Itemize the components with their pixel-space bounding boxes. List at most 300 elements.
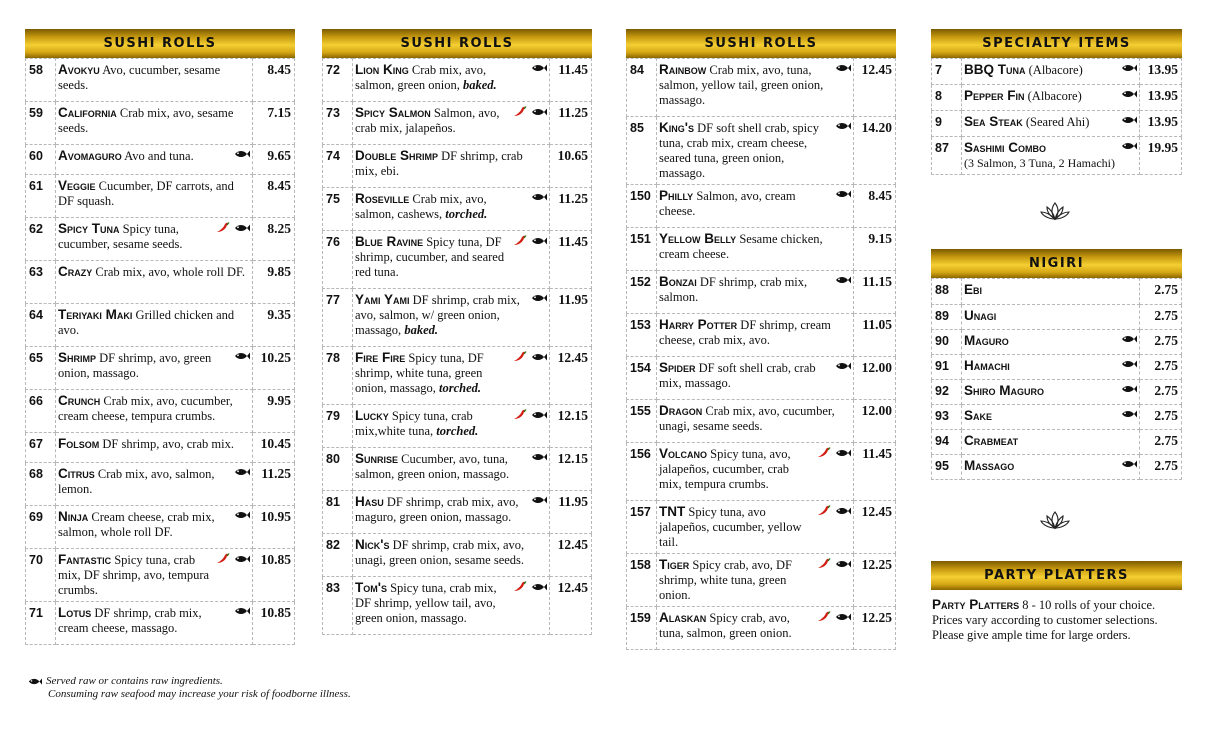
item-number: 90	[932, 330, 962, 355]
item-number: 153	[627, 314, 657, 357]
item-detail: (Albacore)	[1025, 63, 1083, 77]
item-number: 155	[627, 400, 657, 443]
item-icons	[234, 510, 250, 520]
item-description-cell	[962, 137, 1140, 175]
item-detail: (Seared Ahi)	[1022, 115, 1090, 129]
item-detail: Crab mix, avo, salmon, cashews,	[355, 192, 487, 221]
item-price: 2.75	[1140, 330, 1182, 355]
item-name: Dragon	[659, 403, 703, 418]
menu-item-row	[26, 347, 295, 390]
item-detail: Salmon, avo, cream cheese.	[659, 189, 796, 218]
item-description-cell	[657, 400, 854, 443]
lotus-icon	[1038, 508, 1072, 532]
item-description-cell	[657, 554, 854, 607]
item-number: 62	[26, 218, 56, 261]
item-description-cell	[657, 607, 854, 650]
fish-icon	[1121, 334, 1137, 344]
item-name: Spicy Salmon	[355, 105, 431, 120]
item-detail: Avo and tuna.	[121, 149, 194, 163]
item-icons	[531, 495, 547, 505]
menu-item-row	[932, 330, 1182, 355]
menu-item-row	[932, 305, 1182, 330]
item-detail: DF shrimp, crab mix, avo, unagi, green onion, sesame seeds.	[355, 538, 525, 567]
specialty-items-section	[931, 29, 1182, 175]
item-number: 89	[932, 305, 962, 330]
menu-item-row	[323, 347, 592, 405]
chili-pepper-icon	[817, 505, 831, 516]
item-icons	[817, 447, 851, 458]
sushi-rolls-column-3	[626, 29, 896, 650]
fish-icon	[835, 189, 851, 199]
menu-item-row	[932, 405, 1182, 430]
item-icons	[835, 189, 851, 199]
chili-pepper-icon	[513, 581, 527, 592]
item-name: Yami Yami	[355, 292, 410, 307]
item-icons	[835, 121, 851, 131]
party-platters-header	[931, 561, 1182, 590]
party-platters-title: Party Platters	[932, 597, 1020, 612]
item-icons	[835, 275, 851, 285]
item-icons	[216, 222, 250, 233]
item-description-cell	[56, 218, 253, 261]
item-name: Shrimp	[58, 350, 97, 365]
fish-icon	[234, 467, 250, 477]
section-header: PARTY PLATTERS	[931, 561, 1182, 590]
chili-pepper-icon	[817, 611, 831, 622]
item-price: 11.25	[550, 188, 592, 231]
item-name: Ninja	[58, 509, 89, 524]
item-number: 59	[26, 102, 56, 145]
menu-item-row	[932, 85, 1182, 111]
item-description-cell	[56, 59, 253, 102]
menu-item-row	[627, 228, 896, 271]
menu-item-row	[26, 175, 295, 218]
item-name: Fire Fire	[355, 350, 406, 365]
item-description-cell	[657, 443, 854, 501]
item-description-cell	[353, 188, 550, 231]
fish-icon	[1121, 115, 1137, 125]
item-name: Lion King	[355, 62, 409, 77]
item-description-cell	[962, 455, 1140, 480]
menu-item-row	[26, 102, 295, 145]
item-description-cell	[56, 549, 253, 602]
item-name: Massago	[964, 458, 1015, 473]
item-detail: Spicy tuna, DF shrimp, cucumber, and seared red tuna.	[355, 235, 505, 279]
chili-pepper-icon	[513, 351, 527, 362]
item-name: Avomaguro	[58, 148, 122, 163]
item-detail: DF shrimp, avo, crab mix.	[99, 437, 234, 451]
menu-item-row	[26, 145, 295, 175]
item-preparation-note: baked.	[404, 323, 438, 337]
item-description-cell	[353, 577, 550, 635]
item-description-cell	[56, 261, 253, 304]
menu-table	[25, 58, 295, 645]
item-name: Citrus	[58, 466, 95, 481]
item-number: 83	[323, 577, 353, 635]
chili-pepper-icon	[216, 553, 230, 564]
item-detail: Spicy tuna, crab mix, DF shrimp, avo, tempura crumbs.	[58, 553, 210, 597]
fish-icon	[531, 410, 547, 420]
fish-icon	[1121, 89, 1137, 99]
chili-pepper-icon	[513, 409, 527, 420]
item-detail: Crab mix, avo, tuna, salmon, yellow tail, green onion, massago.	[659, 63, 824, 107]
item-icons	[817, 558, 851, 569]
item-description-cell	[657, 357, 854, 400]
item-name: Roseville	[355, 191, 410, 206]
item-name: Volcano	[659, 446, 708, 461]
item-detail: DF shrimp, crab mix, ebi.	[355, 149, 523, 178]
item-name: Lucky	[355, 408, 389, 423]
item-preparation-note: torched.	[445, 207, 488, 221]
fish-icon	[531, 495, 547, 505]
item-name: Crabmeat	[964, 433, 1019, 448]
party-platters-description: 8 - 10 rolls of your choice. Prices vary according to customer selections. Please give ample time for large orders.	[932, 598, 1158, 642]
item-number: 69	[26, 506, 56, 549]
item-description-cell	[657, 314, 854, 357]
item-description-cell	[56, 602, 253, 645]
item-number: 92	[932, 380, 962, 405]
item-name: BBQ Tuna	[964, 62, 1026, 77]
item-price: 11.25	[253, 463, 295, 506]
item-price: 19.95	[1140, 137, 1182, 175]
item-price: 13.95	[1140, 85, 1182, 111]
item-number: 7	[932, 59, 962, 85]
menu-item-row	[323, 289, 592, 347]
item-detail: Spicy tuna, crab mix,white tuna,	[355, 409, 473, 438]
item-number: 156	[627, 443, 657, 501]
item-description-cell	[56, 145, 253, 175]
menu-table	[931, 58, 1182, 175]
item-icons	[531, 293, 547, 303]
fish-icon	[531, 236, 547, 246]
item-description-cell	[353, 534, 550, 577]
menu-item-row	[323, 188, 592, 231]
menu-item-row	[932, 111, 1182, 137]
item-description-cell	[353, 448, 550, 491]
item-number: 154	[627, 357, 657, 400]
item-icons	[1121, 459, 1137, 469]
item-number: 158	[627, 554, 657, 607]
item-number: 72	[323, 59, 353, 102]
item-price: 12.15	[550, 405, 592, 448]
item-name: Crunch	[58, 393, 101, 408]
item-name: Hasu	[355, 494, 384, 509]
menu-item-row	[627, 314, 896, 357]
item-icons	[234, 351, 250, 361]
menu-item-row	[627, 501, 896, 554]
item-price: 8.25	[253, 218, 295, 261]
section-header: SUSHI ROLLS	[626, 29, 896, 58]
item-number: 9	[932, 111, 962, 137]
item-number: 71	[26, 602, 56, 645]
menu-item-row	[323, 145, 592, 188]
fish-icon	[531, 293, 547, 303]
item-price: 10.85	[253, 602, 295, 645]
item-detail: (Albacore)	[1024, 89, 1082, 103]
menu-item-row	[627, 185, 896, 228]
item-icons	[1121, 115, 1137, 125]
item-icons	[513, 235, 547, 246]
item-name: King's	[659, 120, 694, 135]
item-number: 64	[26, 304, 56, 347]
item-number: 94	[932, 430, 962, 455]
item-description-cell	[353, 347, 550, 405]
item-detail: DF shrimp, crab mix, salmon.	[659, 275, 808, 304]
item-price: 12.45	[550, 347, 592, 405]
chili-pepper-icon	[513, 106, 527, 117]
item-price: 12.25	[854, 554, 896, 607]
item-number: 157	[627, 501, 657, 554]
item-number: 84	[627, 59, 657, 117]
item-price: 14.20	[854, 117, 896, 185]
menu-item-row	[323, 534, 592, 577]
item-price: 12.25	[854, 607, 896, 650]
item-number: 74	[323, 145, 353, 188]
menu-item-row	[26, 59, 295, 102]
menu-item-row	[932, 137, 1182, 175]
item-number: 79	[323, 405, 353, 448]
menu-table	[931, 278, 1182, 480]
item-detail: Salmon, avo, crab mix, jalapeños.	[355, 106, 500, 135]
nigiri-section	[931, 249, 1182, 480]
item-detail: Sesame chicken, cream cheese.	[659, 232, 823, 261]
item-price: 9.15	[854, 228, 896, 271]
item-price: 11.45	[550, 231, 592, 289]
fish-icon	[531, 107, 547, 117]
item-name: Blue Ravine	[355, 234, 424, 249]
item-icons	[1121, 409, 1137, 419]
fish-icon	[1121, 384, 1137, 394]
fish-icon	[531, 192, 547, 202]
item-number: 60	[26, 145, 56, 175]
item-icons	[817, 505, 851, 516]
item-name: Sea Steak	[964, 114, 1023, 129]
fish-icon	[234, 351, 250, 361]
item-price: 13.95	[1140, 111, 1182, 137]
item-icons	[531, 192, 547, 202]
item-description-cell	[962, 59, 1140, 85]
item-price: 2.75	[1140, 405, 1182, 430]
item-name: Spider	[659, 360, 696, 375]
item-icons	[513, 409, 547, 420]
item-description-cell	[56, 506, 253, 549]
item-number: 85	[627, 117, 657, 185]
menu-item-row	[323, 491, 592, 534]
menu-item-row	[627, 59, 896, 117]
section-header: SUSHI ROLLS	[322, 29, 592, 58]
item-number: 61	[26, 175, 56, 218]
item-name: Crazy	[58, 264, 93, 279]
fish-icon	[835, 121, 851, 131]
menu-item-row	[26, 602, 295, 645]
item-price: 12.45	[854, 59, 896, 117]
item-icons	[216, 553, 250, 564]
item-price: 8.45	[854, 185, 896, 228]
item-detail: Crab mix, avo, whole roll DF.	[92, 265, 246, 279]
fish-icon	[835, 63, 851, 73]
item-icons	[234, 149, 250, 159]
menu-item-row	[26, 433, 295, 463]
footer-line-1: Served raw or contains raw ingredients.	[46, 675, 223, 687]
menu-item-row	[627, 400, 896, 443]
item-price: 8.45	[253, 175, 295, 218]
item-name: Sake	[964, 408, 993, 423]
item-detail: Crab mix, avo, cucumber, cream cheese, tempura crumbs.	[58, 394, 233, 423]
item-price: 12.00	[854, 357, 896, 400]
menu-item-row	[26, 549, 295, 602]
menu-item-row	[627, 271, 896, 314]
item-number: 159	[627, 607, 657, 650]
item-icons	[835, 63, 851, 73]
item-name: Shiro Maguro	[964, 383, 1045, 398]
item-description-cell	[353, 405, 550, 448]
item-detail: Spicy tuna, DF shrimp, white tuna, green onion, massago,	[355, 351, 484, 395]
item-price: 12.00	[854, 400, 896, 443]
item-number: 8	[932, 85, 962, 111]
item-detail: Spicy tuna, avo jalapeños, cucumber, yellow tail.	[659, 505, 802, 549]
item-price: 2.75	[1140, 279, 1182, 305]
item-name: Teriyaki Maki	[58, 307, 133, 322]
item-name: Nick's	[355, 537, 390, 552]
fish-icon	[1121, 359, 1137, 369]
item-number: 78	[323, 347, 353, 405]
item-description-cell	[657, 271, 854, 314]
menu-item-row	[932, 455, 1182, 480]
menu-item-row	[627, 554, 896, 607]
item-icons	[531, 452, 547, 462]
item-name: Alaskan	[659, 610, 707, 625]
item-detail: DF shrimp, crab mix, cream cheese, massago.	[58, 606, 202, 635]
item-price: 12.45	[550, 577, 592, 635]
menu-item-row	[26, 218, 295, 261]
menu-item-row	[26, 261, 295, 304]
fish-icon	[234, 149, 250, 159]
item-number: 150	[627, 185, 657, 228]
menu-item-row	[323, 405, 592, 448]
item-preparation-note: torched.	[436, 424, 479, 438]
item-number: 68	[26, 463, 56, 506]
item-name: Double Shrimp	[355, 148, 439, 163]
item-number: 152	[627, 271, 657, 314]
item-detail: DF shrimp, crab mix, avo, maguro, green onion, massago.	[355, 495, 519, 524]
item-price: 9.85	[253, 261, 295, 304]
item-number: 63	[26, 261, 56, 304]
item-description-cell	[962, 305, 1140, 330]
item-price: 12.45	[854, 501, 896, 554]
item-name: Veggie	[58, 178, 96, 193]
item-price: 7.15	[253, 102, 295, 145]
item-description-cell	[56, 102, 253, 145]
item-detail: Spicy tuna, avo, jalapeños, cucumber, crab mix, tempura crumbs.	[659, 447, 791, 491]
menu-table	[322, 58, 592, 635]
item-description-cell	[962, 405, 1140, 430]
item-name: Rainbow	[659, 62, 707, 77]
item-number: 67	[26, 433, 56, 463]
chili-pepper-icon	[513, 235, 527, 246]
item-name: Pepper Fin	[964, 88, 1025, 103]
item-icons	[234, 467, 250, 477]
item-price: 11.95	[550, 289, 592, 347]
item-description-cell	[353, 491, 550, 534]
item-icons	[531, 63, 547, 73]
item-price: 12.45	[550, 534, 592, 577]
item-description-cell	[657, 501, 854, 554]
fish-icon	[531, 582, 547, 592]
chili-pepper-icon	[216, 222, 230, 233]
item-detail: DF shrimp, avo, green onion, massago.	[58, 351, 212, 380]
item-price: 12.15	[550, 448, 592, 491]
item-description-cell	[962, 355, 1140, 380]
item-name: Hamachi	[964, 358, 1010, 373]
item-number: 81	[323, 491, 353, 534]
fish-icon	[835, 506, 851, 516]
menu-item-row	[323, 577, 592, 635]
item-number: 93	[932, 405, 962, 430]
item-price: 2.75	[1140, 380, 1182, 405]
item-number: 80	[323, 448, 353, 491]
sushi-rolls-column-2	[322, 29, 592, 635]
item-description-cell	[56, 175, 253, 218]
fish-icon	[28, 677, 42, 686]
menu-item-row	[627, 607, 896, 650]
item-name: Sunrise	[355, 451, 399, 466]
item-number: 88	[932, 279, 962, 305]
item-detail: Spicy crab, avo, tuna, salmon, green onion.	[659, 611, 792, 640]
item-icons	[1121, 141, 1137, 151]
item-price: 9.35	[253, 304, 295, 347]
menu-item-row	[323, 59, 592, 102]
sushi-rolls-column-1	[25, 29, 295, 645]
item-description-cell	[962, 111, 1140, 137]
item-price: 11.05	[854, 314, 896, 357]
item-price: 11.95	[550, 491, 592, 534]
item-icons	[234, 606, 250, 616]
item-number: 66	[26, 390, 56, 433]
item-number: 82	[323, 534, 353, 577]
menu-item-row	[26, 506, 295, 549]
menu-item-row	[627, 117, 896, 185]
item-name: Spicy Tuna	[58, 221, 120, 236]
menu-item-row	[323, 102, 592, 145]
item-price: 11.45	[854, 443, 896, 501]
item-detail: Spicy tuna, cucumber, sesame seeds.	[58, 222, 183, 251]
item-icons	[1121, 384, 1137, 394]
chili-pepper-icon	[817, 447, 831, 458]
menu-item-row	[932, 380, 1182, 405]
item-name: Lotus	[58, 605, 92, 620]
menu-item-row	[627, 357, 896, 400]
party-platters-text	[932, 597, 1187, 643]
item-name: Philly	[659, 188, 694, 203]
item-detail: Crab mix, avo, salmon, lemon.	[58, 467, 215, 496]
item-detail: (3 Salmon, 3 Tuna, 2 Hamachi)	[964, 156, 1115, 170]
item-description-cell	[657, 117, 854, 185]
fish-icon	[1121, 409, 1137, 419]
section-header: SPECIALTY ITEMS	[931, 29, 1182, 58]
item-name: California	[58, 105, 117, 120]
item-price: 10.95	[253, 506, 295, 549]
item-name: Sashimi Combo	[964, 140, 1047, 155]
item-icons	[817, 611, 851, 622]
item-price: 11.25	[550, 102, 592, 145]
footer-line-2: Consuming raw seafood may increase your risk of foodborne illness.	[48, 688, 351, 700]
item-number: 87	[932, 137, 962, 175]
item-icons	[1121, 89, 1137, 99]
item-name: Tom's	[355, 580, 387, 595]
item-description-cell	[962, 330, 1140, 355]
fish-icon	[531, 452, 547, 462]
item-name: Maguro	[964, 333, 1009, 348]
